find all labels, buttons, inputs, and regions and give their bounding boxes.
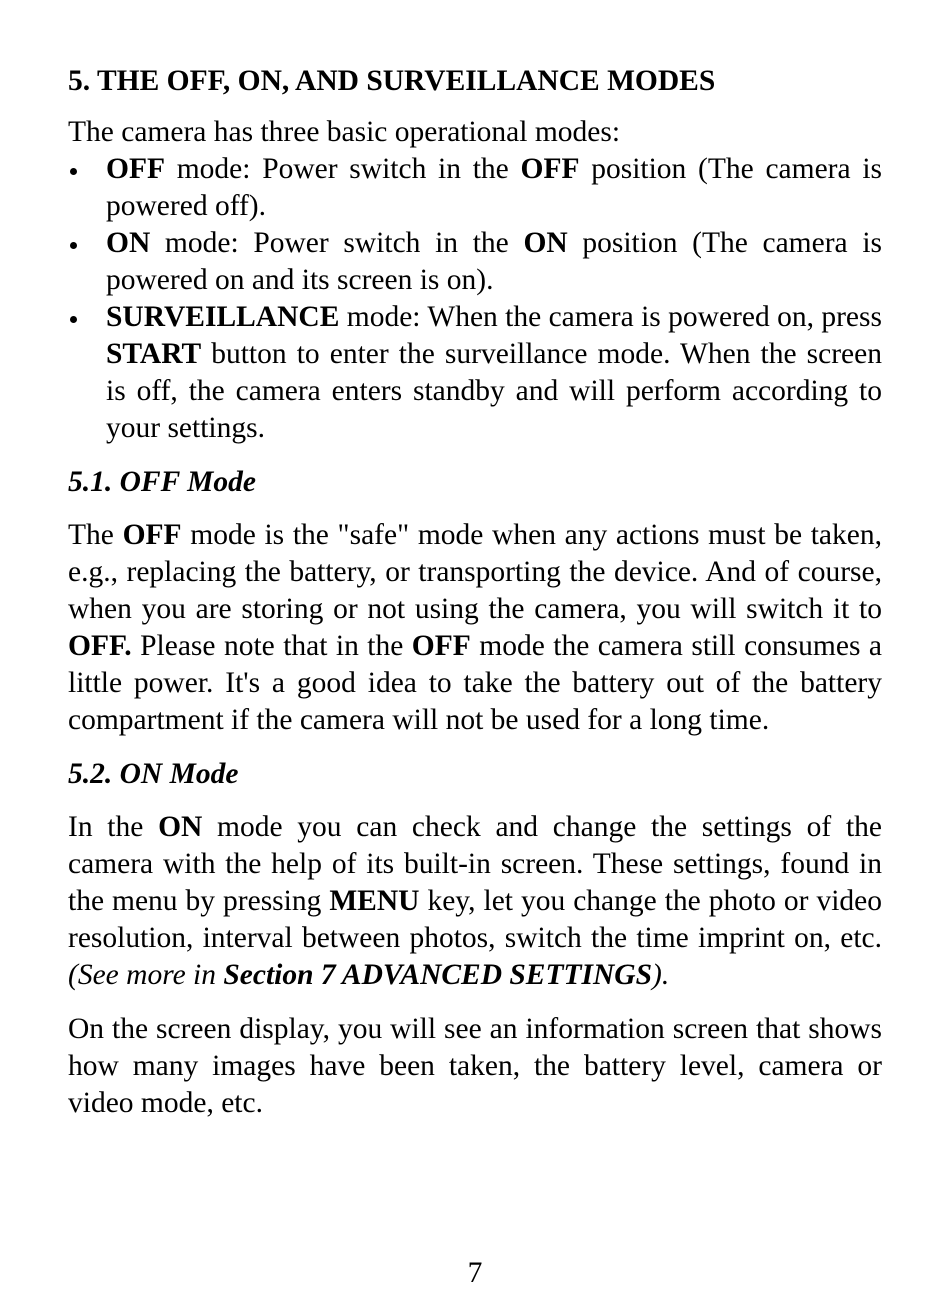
mode-bold: START bbox=[106, 338, 202, 370]
mode-text: mode: When the camera is powered on, press bbox=[339, 301, 882, 333]
mode-text: position (The camera is powered off). bbox=[106, 153, 882, 222]
mode-name: ON bbox=[106, 227, 151, 259]
list-item-on-mode bbox=[68, 225, 882, 299]
paragraph-text: In the bbox=[68, 811, 159, 843]
bold-term: OFF bbox=[411, 630, 471, 662]
mode-bold: OFF bbox=[520, 153, 580, 185]
bold-term: OFF. bbox=[68, 630, 132, 662]
subsection-heading-on-mode: 5.2. ON Mode bbox=[68, 758, 239, 790]
intro-text: The camera has three basic operational modes: bbox=[68, 116, 621, 148]
off-mode-paragraph bbox=[68, 517, 882, 739]
page-content bbox=[68, 58, 882, 1122]
subsection-heading-off-mode: 5.1. OFF Mode bbox=[68, 466, 256, 498]
mode-name: OFF bbox=[106, 153, 165, 185]
mode-name: SURVEILLANCE bbox=[106, 301, 340, 333]
list-item-off-mode bbox=[68, 151, 882, 225]
paragraph-text: mode is the "safe" mode when any actions must be taken, e.g., replacing the battery, or transporting the device. And of course, when you are storing or not using the camera, you will switch it to bbox=[68, 519, 882, 625]
list-item-surveillance-mode bbox=[68, 299, 882, 447]
on-mode-paragraph bbox=[68, 809, 882, 994]
bold-term: MENU bbox=[329, 885, 420, 917]
paragraph-text: The bbox=[68, 519, 123, 551]
modes-list bbox=[68, 151, 882, 447]
paragraph-text: key, let you change the photo or video resolution, interval between photos, switch the time imprint on, etc. bbox=[68, 885, 883, 954]
mode-text: button to enter the surveillance mode. When the screen is off, the camera enters standby and will perform according to your settings. bbox=[106, 338, 882, 444]
cross-reference-text: ). bbox=[652, 959, 670, 991]
bold-term: ON bbox=[158, 811, 203, 843]
mode-bold: ON bbox=[523, 227, 568, 259]
bold-term: OFF bbox=[122, 519, 182, 551]
section-heading: 5. THE OFF, ON, AND SURVEILLANCE MODES bbox=[68, 65, 716, 97]
paragraph-text: mode the camera still consumes a little power. It's a good idea to take the battery out of the battery compartment if the camera will not be used for a long time. bbox=[68, 630, 882, 736]
page-number: 7 bbox=[467, 1257, 483, 1289]
cross-reference-text: (See more in bbox=[68, 959, 224, 991]
mode-text: mode: Power switch in the bbox=[165, 153, 521, 185]
mode-text: mode: Power switch in the bbox=[150, 227, 524, 259]
screen-display-paragraph: On the screen display, you will see an information screen that shows how many images have been taken, the battery level, camera or video mode, etc. bbox=[68, 1013, 882, 1119]
mode-text: position (The camera is powered on and its screen is on). bbox=[106, 227, 882, 296]
cross-reference-section: Section 7 ADVANCED SETTINGS bbox=[223, 959, 653, 991]
paragraph-text: Please note that in the bbox=[131, 630, 412, 662]
paragraph-text: mode you can check and change the settings of the camera with the help of its built-in screen. These settings, found in the menu by pressing bbox=[68, 811, 882, 917]
